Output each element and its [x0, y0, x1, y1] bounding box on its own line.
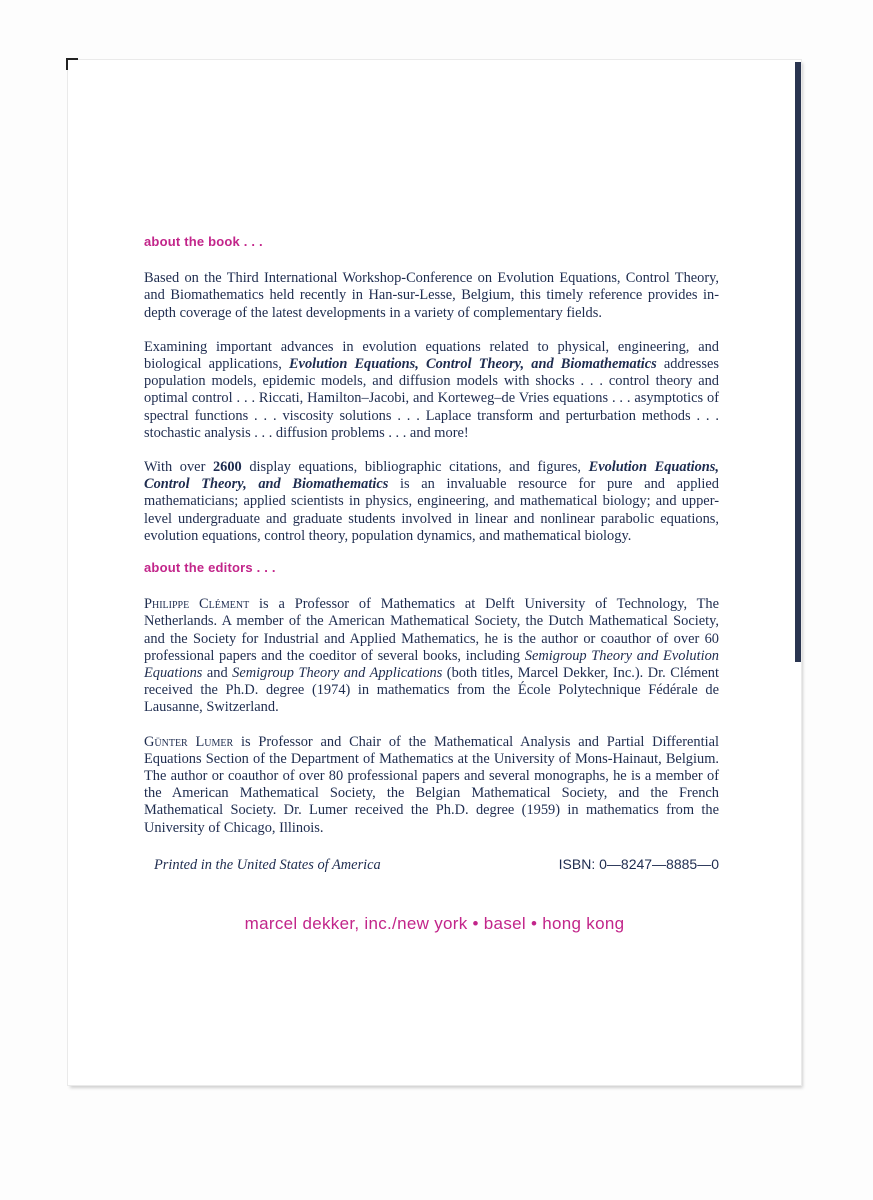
book-title: Evolution Equations, Control Theory, and Biomathematics — [144, 459, 719, 493]
cover-text-block — [144, 233, 719, 874]
paragraph-text: is Professor and Chair of the Mathematical Analysis and Partial Differential Equations Section of the Department of Mathematics at the University of Mons-Hainaut, Belgium. The author or coauthor of over 80 professional papers and several monographs, he is a member of the American Mathematical Society, the Belgian Mathematical Society, and the French Mathematical Society. Dr. Lumer received the Ph.D. degree (1959) in mathematics from the University of Chicago, Illinois. — [144, 733, 719, 836]
paragraph-text: is an invaluable resource for pure and applied mathematicians; applied scientists in physics, engineering, and mathematical biology; and upper-level undergraduate and graduate students involved in linear and nonlinear parabolic equations, evolution equations, control theory, population dynamics, and mathematical biology. — [144, 476, 719, 544]
print-info-row — [144, 856, 719, 874]
about-book-heading: about the book . . . — [144, 234, 263, 249]
editor-clement-bio — [144, 596, 719, 716]
isbn-label: ISBN: 0—8247—8885—0 — [558, 855, 719, 872]
book-title: Semigroup Theory and Applications — [232, 665, 443, 682]
editor-lumer-bio — [144, 734, 719, 837]
equation-count: 2600 — [212, 459, 242, 476]
about-book-paragraph-3 — [144, 459, 719, 545]
paragraph-text: and — [202, 665, 233, 682]
cover-edge — [795, 62, 801, 662]
paragraph-text: (both titles, Marcel Dekker, Inc.). Dr. Clément received the Ph.D. degree (1974) in mathematics from the École Polytechnique Fédérale de Lausanne, Switzerland. — [144, 665, 719, 716]
about-editors-heading: about the editors . . . — [144, 560, 276, 576]
paragraph-text: is a Professor of Mathematics at Delft University of Technology, The Netherlands. A member of the American Mathematical Society, the Dutch Mathematical Society, and the Society for Industrial and Applied Mathematics, he is the author or coauthor of over 60 professional papers and the coeditor of several books, including — [144, 596, 719, 664]
page-corner-mark — [66, 58, 78, 70]
about-book-paragraph-1: Based on the Third International Workshop-Conference on Evolution Equations, Control Theory, and Biomathematics held recently in Han-sur-Lesse, Belgium, this timely reference provides in-depth coverage of the latest developments in a variety of complementary fields. — [144, 270, 719, 321]
publisher-line: marcel dekker, inc./new york • basel • hong kong — [244, 914, 625, 933]
book-title: Semigroup Theory and Evolution Equations — [144, 647, 720, 682]
editor-name: Günter Lumer — [144, 733, 234, 750]
paragraph-text: addresses population models, epidemic models, and diffusion models with shocks . . . control theory and optimal control . . . Riccati, Hamilton–Jacobi, and Korteweg–de Vries equations . . . asymptotics of spectral functions . . . viscosity solutions . . . Laplace transform and perturbation methods . . . stochastic analysis . . . diffusion problems . . . and more! — [144, 356, 719, 441]
editor-name: Philippe Clément — [144, 596, 250, 613]
paragraph-text: With over — [144, 459, 213, 476]
about-book-paragraph-2 — [144, 339, 719, 442]
paragraph-text: display equations, bibliographic citations, and figures, — [241, 459, 589, 476]
book-title: Evolution Equations, Control Theory, and Biomathematics — [288, 356, 657, 373]
printed-in-label: Printed in the United States of America — [154, 856, 381, 873]
paragraph-text: Examining important advances in evolution equations related to physical, engineering, and biological applications, — [144, 338, 719, 373]
